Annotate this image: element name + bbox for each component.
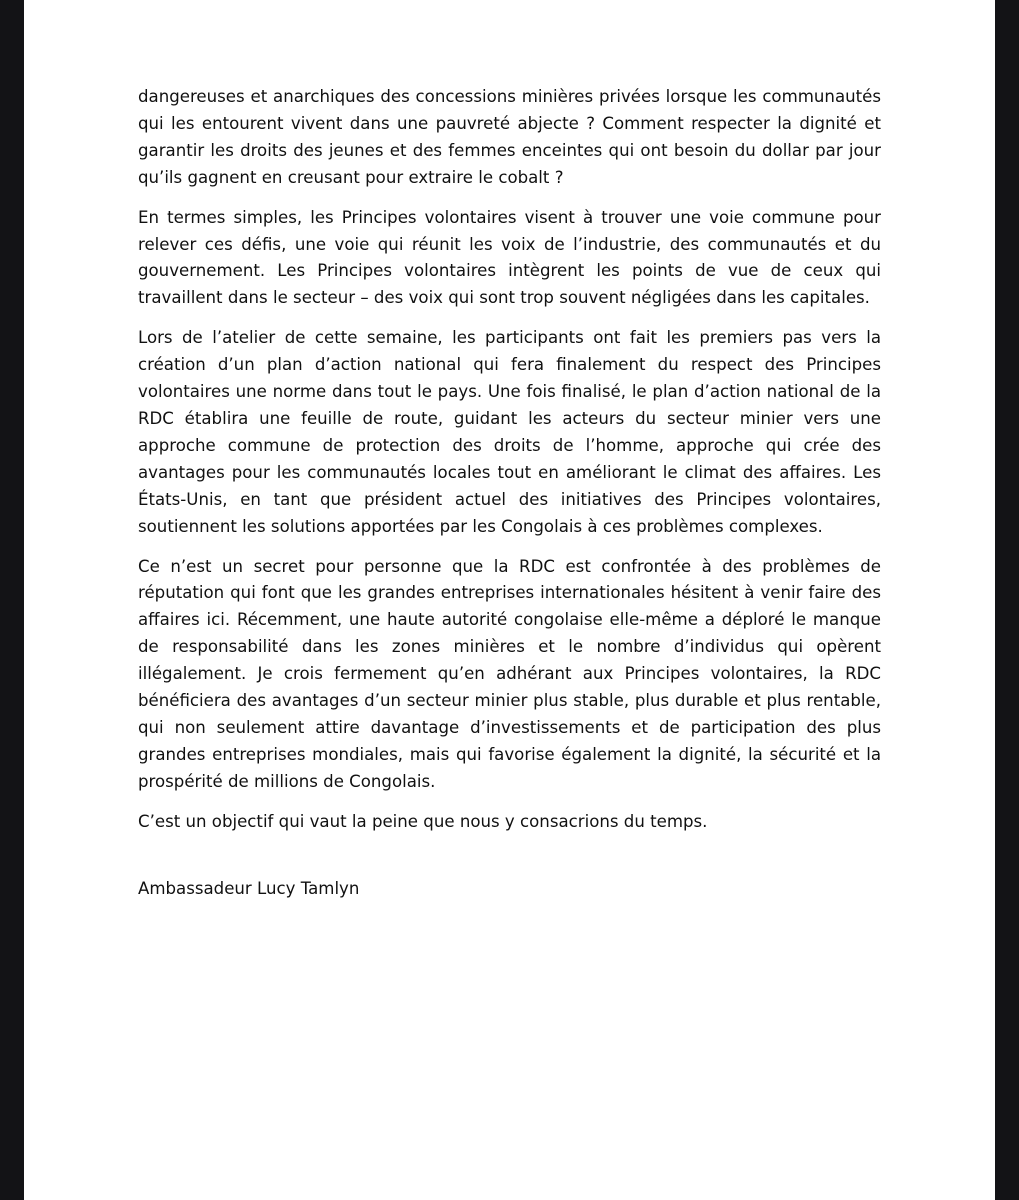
paragraph-2: En termes simples, les Principes volontaires visent à trouver une voie commune pour relever ces défis, une voie qui réunit les voix de l’industrie, des communautés et du gouvernement. Les Principes volontaires intègrent les points de vue de ceux qui travaillent dans le secteur – des voix qui sont trop souvent négligées dans les capitales. <box>138 207 881 308</box>
paragraph-3: Lors de l’atelier de cette semaine, les participants ont fait les premiers pas vers la création d’un plan d’action national qui fera finalement du respect des Principes volontaires une norme dans tout le pays. Une fois finalisé, le plan d’action national de la RDC établira une feuille de route, guidant les acteurs du secteur minier vers une approche commune de protection des droits de l’homme, approche qui crée des avantages pour les communautés locales tout en améliorant le climat des affaires. Les États-Unis, en tant que président actuel des initiatives des Principes volontaires, soutiennent les solutions apportées par les Congolais à ces problèmes complexes. <box>138 328 881 536</box>
signature: Ambassadeur Lucy Tamlyn <box>138 878 360 898</box>
paragraph-5: C’est un objectif qui vaut la peine que nous y consacrions du temps. <box>138 811 708 831</box>
paragraph-4: Ce n’est un secret pour personne que la RDC est confrontée à des problèmes de réputation qui font que les grandes entreprises internationales hésitent à venir faire des affaires ici. Récemment, une haute autorité congolaise elle-même a déploré le manque de responsabilité dans les zones minières et le nombre d’individus qui opèrent illégalement. Je crois fermement qu’en adhérant aux Principes volontaires, la RDC bénéficiera des avantages d’un secteur minier plus stable, plus durable et plus rentable, qui non seulement attire davantage d’investissements et de participation des plus grandes entreprises mondiales, mais qui favorise également la dignité, la sécurité et la prospérité de millions de Congolais. <box>138 556 881 791</box>
document-page <box>24 0 995 1200</box>
paragraph-1: dangereuses et anarchiques des concessions minières privées lorsque les communautés qui les entourent vivent dans une pauvreté abjecte ? Comment respecter la dignité et garantir les droits des jeunes et des femmes enceintes qui ont besoin du dollar par jour qu’ils gagnent en creusant pour extraire le cobalt ? <box>138 87 881 187</box>
document-body <box>138 84 881 915</box>
